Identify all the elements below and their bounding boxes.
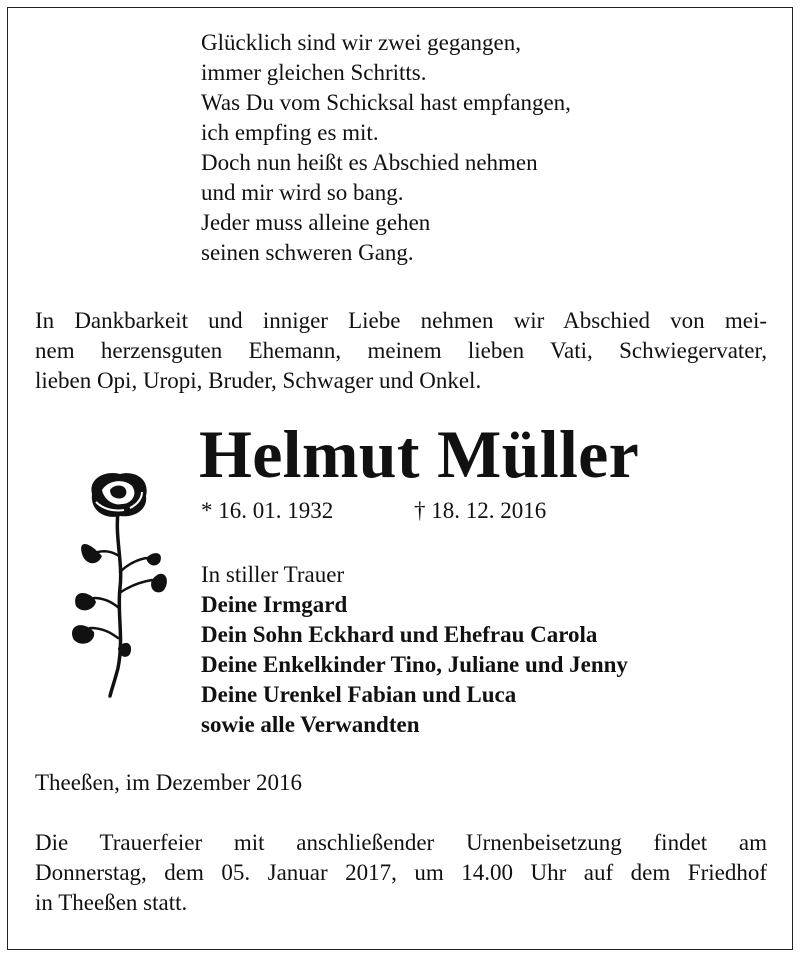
poem-line: ich empfing es mit.: [201, 120, 379, 145]
service-line: in Theeßen statt.: [35, 890, 188, 915]
rose-icon: [68, 468, 168, 698]
poem: [201, 28, 571, 268]
rose-bloom: [91, 473, 146, 517]
mourner-line: sowie alle Verwandten: [201, 712, 420, 737]
rose-stem: [90, 512, 152, 696]
poem-line: und mir wird so bang.: [201, 180, 404, 205]
mourner-line: Dein Sohn Eckhard und Ehefrau Carola: [201, 622, 598, 647]
intro-line: lieben Opi, Uropi, Bruder, Schwager und Onkel.: [35, 368, 482, 393]
service-line: Donnerstag, dem 05. Januar 2017, um 14.00 Uhr auf dem Friedhof: [35, 860, 767, 885]
service-info: [35, 828, 767, 918]
intro-line: nem herzensguten Ehemann, meinem lieben Vati, Schwiegervater,: [35, 338, 767, 363]
deceased-name: Helmut Müller: [199, 416, 640, 492]
mourner-line: Deine Irmgard: [201, 592, 348, 617]
mourner-line: Deine Enkelkinder Tino, Juliane und Jenny: [201, 652, 628, 677]
poem-line: Was Du vom Schicksal hast empfangen,: [201, 90, 571, 115]
mourner-line: Deine Urenkel Fabian und Luca: [201, 682, 517, 707]
poem-line: Doch nun heißt es Abschied nehmen: [201, 150, 538, 175]
poem-line: seinen schweren Gang.: [201, 240, 414, 265]
intro-line: In Dankbarkeit und inniger Liebe nehmen wir Abschied von mei-: [35, 308, 767, 333]
death-date: † 18. 12. 2016: [414, 498, 547, 523]
service-line: Die Trauerfeier mit anschließender Urnenbeisetzung findet am: [35, 830, 767, 855]
mourners: [201, 560, 628, 740]
poem-line: immer gleichen Schritts.: [201, 60, 427, 85]
poem-line: Glücklich sind wir zwei gegangen,: [201, 30, 521, 55]
birth-date: * 16. 01. 1932: [201, 498, 334, 523]
intro-text: [35, 306, 767, 396]
place-date: Theeßen, im Dezember 2016: [35, 770, 302, 795]
poem-line: Jeder muss alleine gehen: [201, 210, 431, 235]
life-dates: [201, 496, 547, 526]
mourners-intro: In stiller Trauer: [201, 562, 345, 587]
